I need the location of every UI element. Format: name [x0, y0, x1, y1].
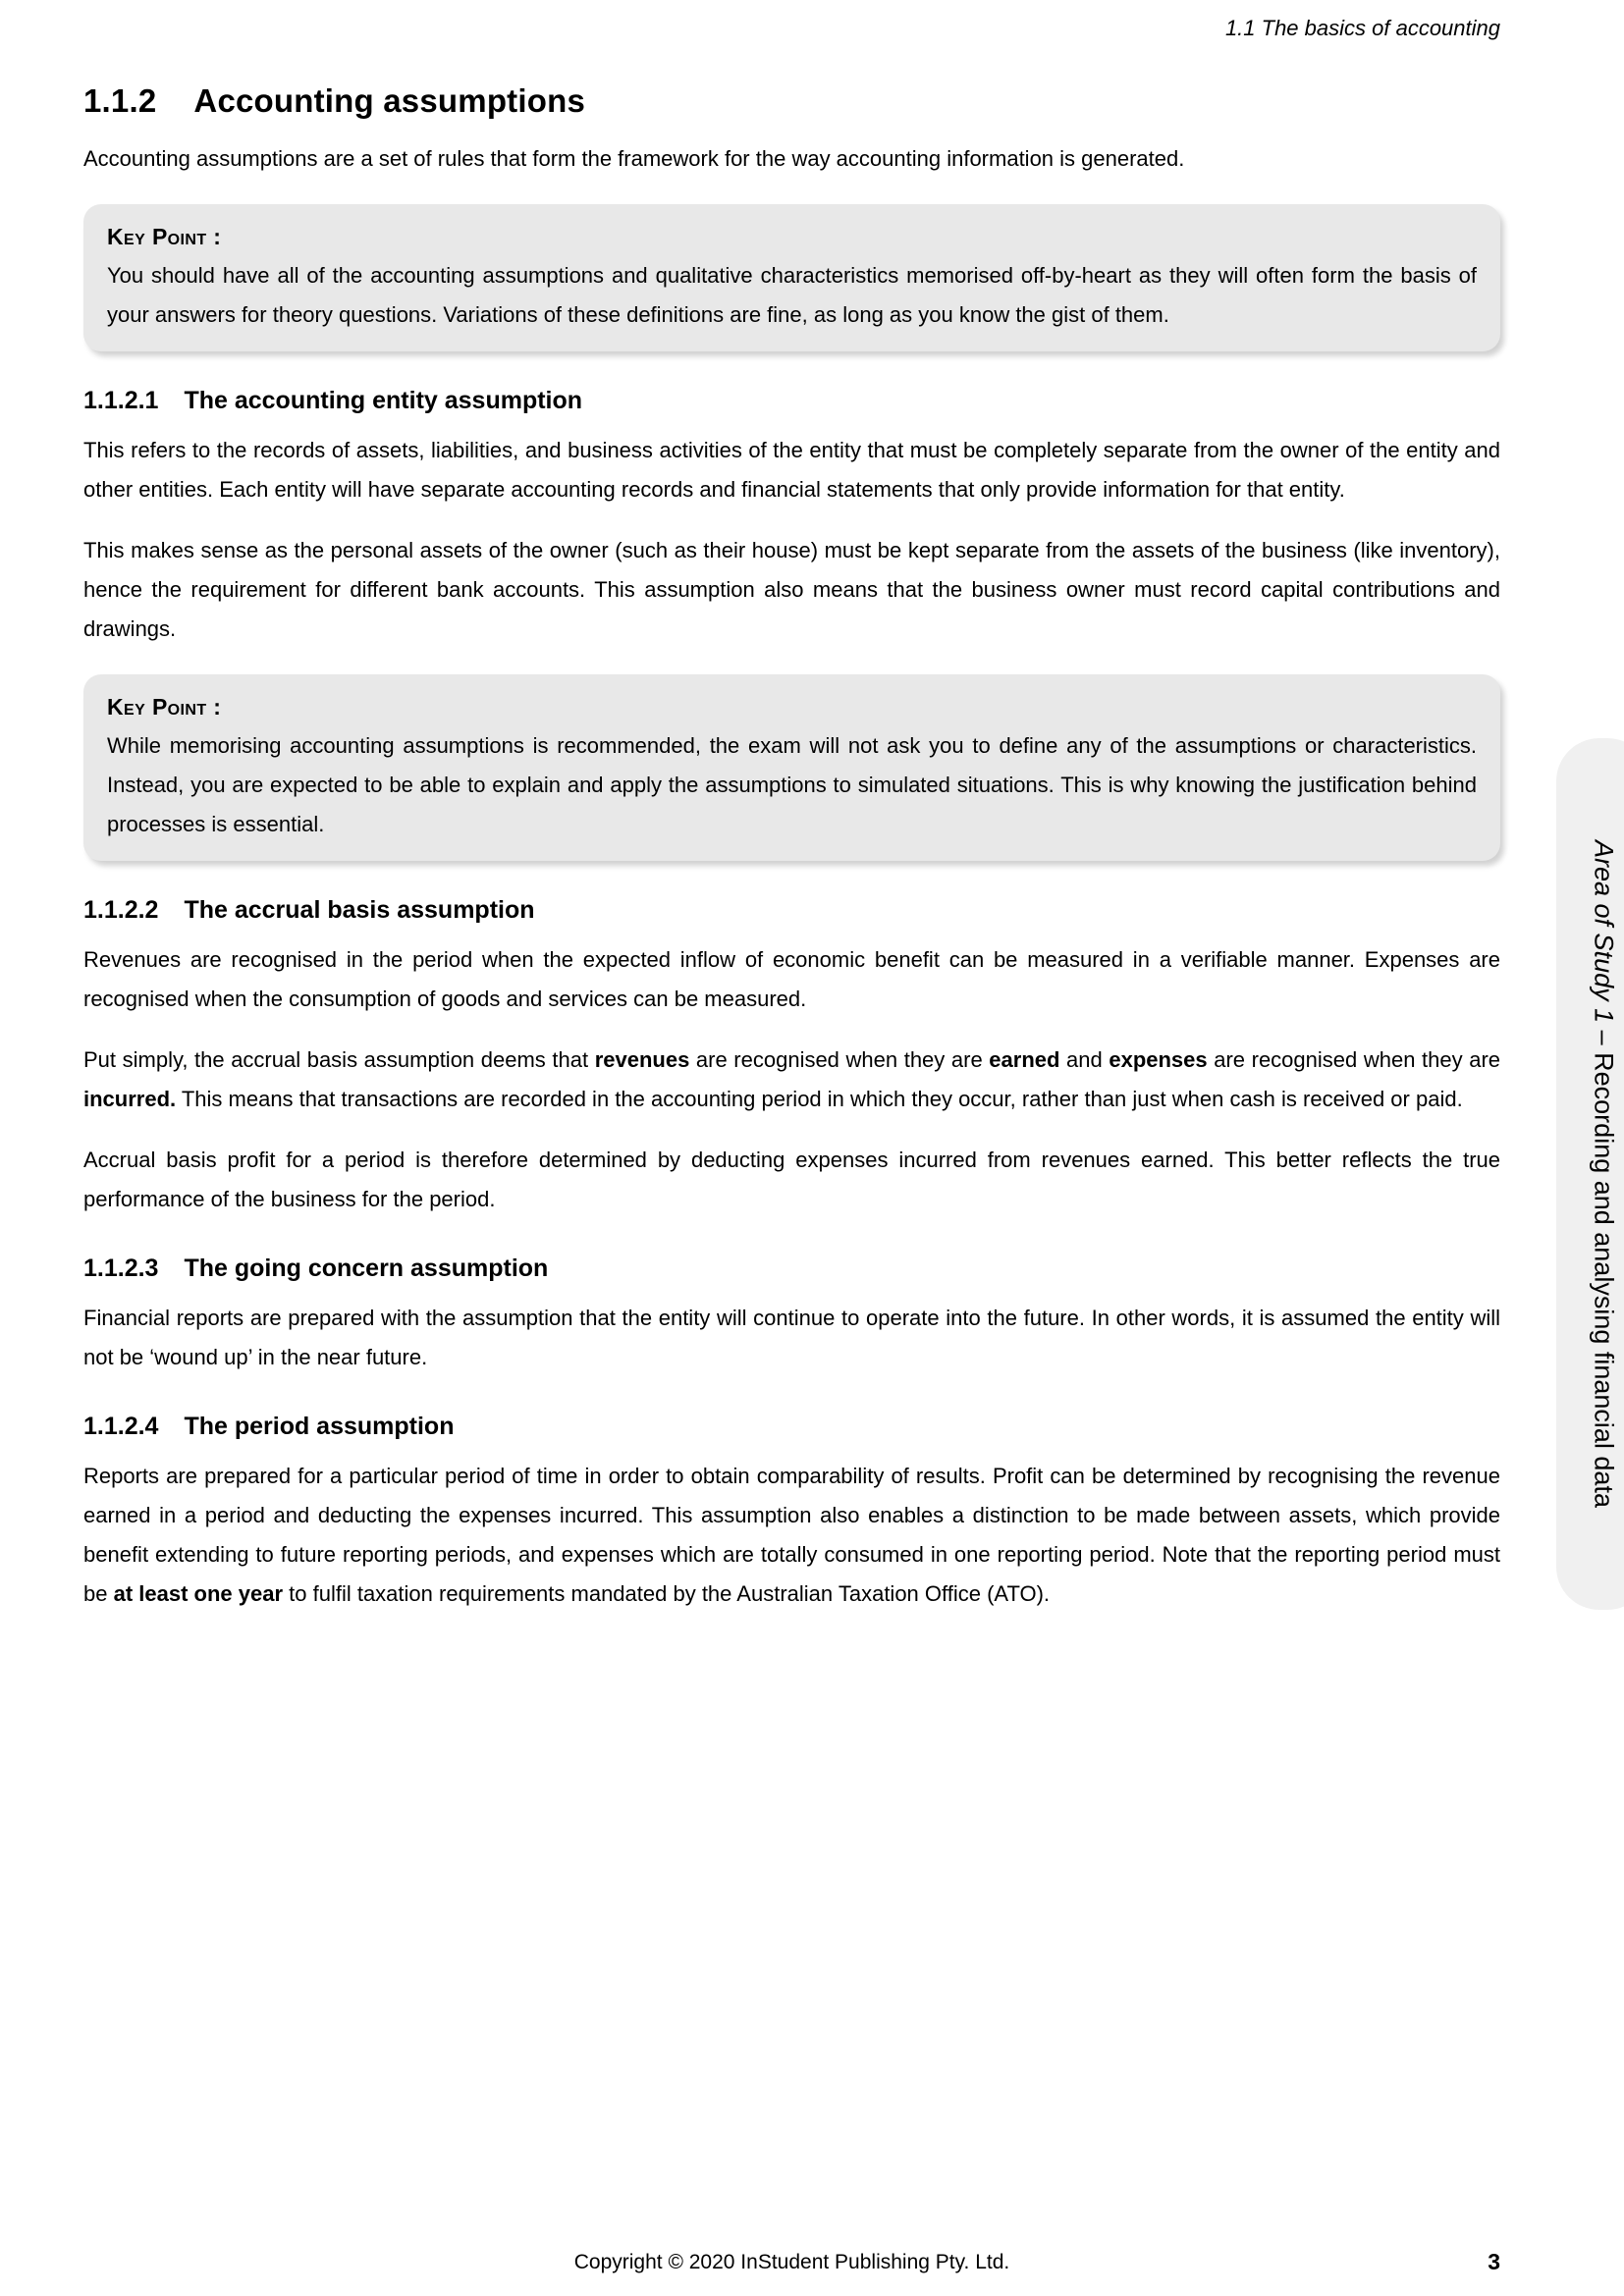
- area-of-study-separator: –: [1589, 1023, 1619, 1053]
- section-title: Accounting assumptions: [193, 82, 586, 119]
- running-header: 1.1 The basics of accounting: [1224, 16, 1500, 40]
- page-footer: [83, 2251, 1500, 2280]
- area-of-study-rest: Recording and analysing financial data: [1589, 1052, 1619, 1508]
- body-paragraph: Accrual basis profit for a period is therefore determined by deducting expenses incurred from revenues earned. This better reflects the true performance of the business for the period.: [83, 1148, 1500, 1211]
- section-heading-1-1-2: [83, 82, 1500, 120]
- body-paragraph: Put simply, the accrual basis assumption deems that revenues are recognised when they are earned and expenses are recognised when they are incurred. This means that transactions are recorded in the accounting period in which they occur, rather than just when cash is received or paid.: [83, 1047, 1501, 1111]
- body-paragraph: This refers to the records of assets, liabilities, and business activities of the entity that must be completely separate from the owner of the entity and other entities. Each entity will have separate accounting records and financial statements that only provide information for that entity.: [83, 438, 1500, 502]
- intro-paragraph: Accounting assumptions are a set of rules that form the framework for the way accounting information is generated.: [83, 146, 1185, 171]
- subsection-number: 1.1.2.4: [83, 1413, 159, 1440]
- subsection-number: 1.1.2.3: [83, 1255, 159, 1282]
- copyright-text: Copyright © 2020 InStudent Publishing Pty. Ltd.: [573, 2251, 1010, 2273]
- keypoint-box-1: [83, 204, 1500, 351]
- area-of-study-label: [1589, 840, 1619, 1508]
- subsection-title: The accrual basis assumption: [184, 896, 535, 924]
- subsection-title: The period assumption: [184, 1413, 455, 1440]
- keypoint-body: You should have all of the accounting assumptions and qualitative characteristics memorised off-by-heart as they will often form the basis of your answers for theory questions. Variations of these definitions are fine, as long as you know the gist of them.: [107, 263, 1477, 327]
- subsection-number: 1.1.2.2: [83, 896, 159, 924]
- keypoint-body: While memorising accounting assumptions is recommended, the exam will not ask you to define any of the assumptions or characteristics. Instead, you are expected to be able to explain and apply the assumptions to simulated situations. This is why knowing the justification behind processes is essential.: [107, 733, 1477, 836]
- subsection-heading-1-1-2-3: [83, 1255, 1500, 1283]
- area-of-study-italic: Area of Study 1: [1589, 840, 1619, 1024]
- subsection-title: The accounting entity assumption: [184, 387, 583, 414]
- body-paragraph: Financial reports are prepared with the assumption that the entity will continue to operate into the future. In other words, it is assumed the entity will not be ‘wound up’ in the near future.: [83, 1306, 1500, 1369]
- subsection-number: 1.1.2.1: [83, 387, 159, 414]
- keypoint-label: Key Point :: [107, 224, 222, 249]
- section-number: 1.1.2: [83, 82, 157, 119]
- keypoint-label: Key Point :: [107, 694, 222, 720]
- subsection-title: The going concern assumption: [184, 1255, 549, 1282]
- subsection-heading-1-1-2-4: [83, 1413, 1500, 1441]
- page-number: 3: [1488, 2249, 1500, 2274]
- area-of-study-tab: [1556, 738, 1624, 1610]
- body-paragraph: This makes sense as the personal assets of the owner (such as their house) must be kept separate from the assets of the business (like inventory), hence the requirement for different bank accounts. This assumption also means that the business owner must record capital contributions and drawings.: [83, 538, 1500, 641]
- subsection-heading-1-1-2-2: [83, 896, 1500, 925]
- subsection-heading-1-1-2-1: [83, 387, 1500, 415]
- body-paragraph: Reports are prepared for a particular period of time in order to obtain comparability of results. Profit can be determined by recognising the revenue earned in a period and deducting the expenses incurred. This assumption also enables a distinction to be made between assets, which provide benefit extending to future reporting periods, and expenses which are totally consumed in one reporting period. Note that the reporting period must be at least one year to fulfil taxation requirements mandated by the Australian Taxation Office (ATO).: [83, 1464, 1500, 1606]
- keypoint-box-2: [83, 674, 1500, 861]
- body-paragraph: Revenues are recognised in the period when the expected inflow of economic benefit can be measured in a verifiable manner. Expenses are recognised when the consumption of goods and services can be measured.: [83, 947, 1500, 1011]
- page-content: [83, 0, 1500, 1635]
